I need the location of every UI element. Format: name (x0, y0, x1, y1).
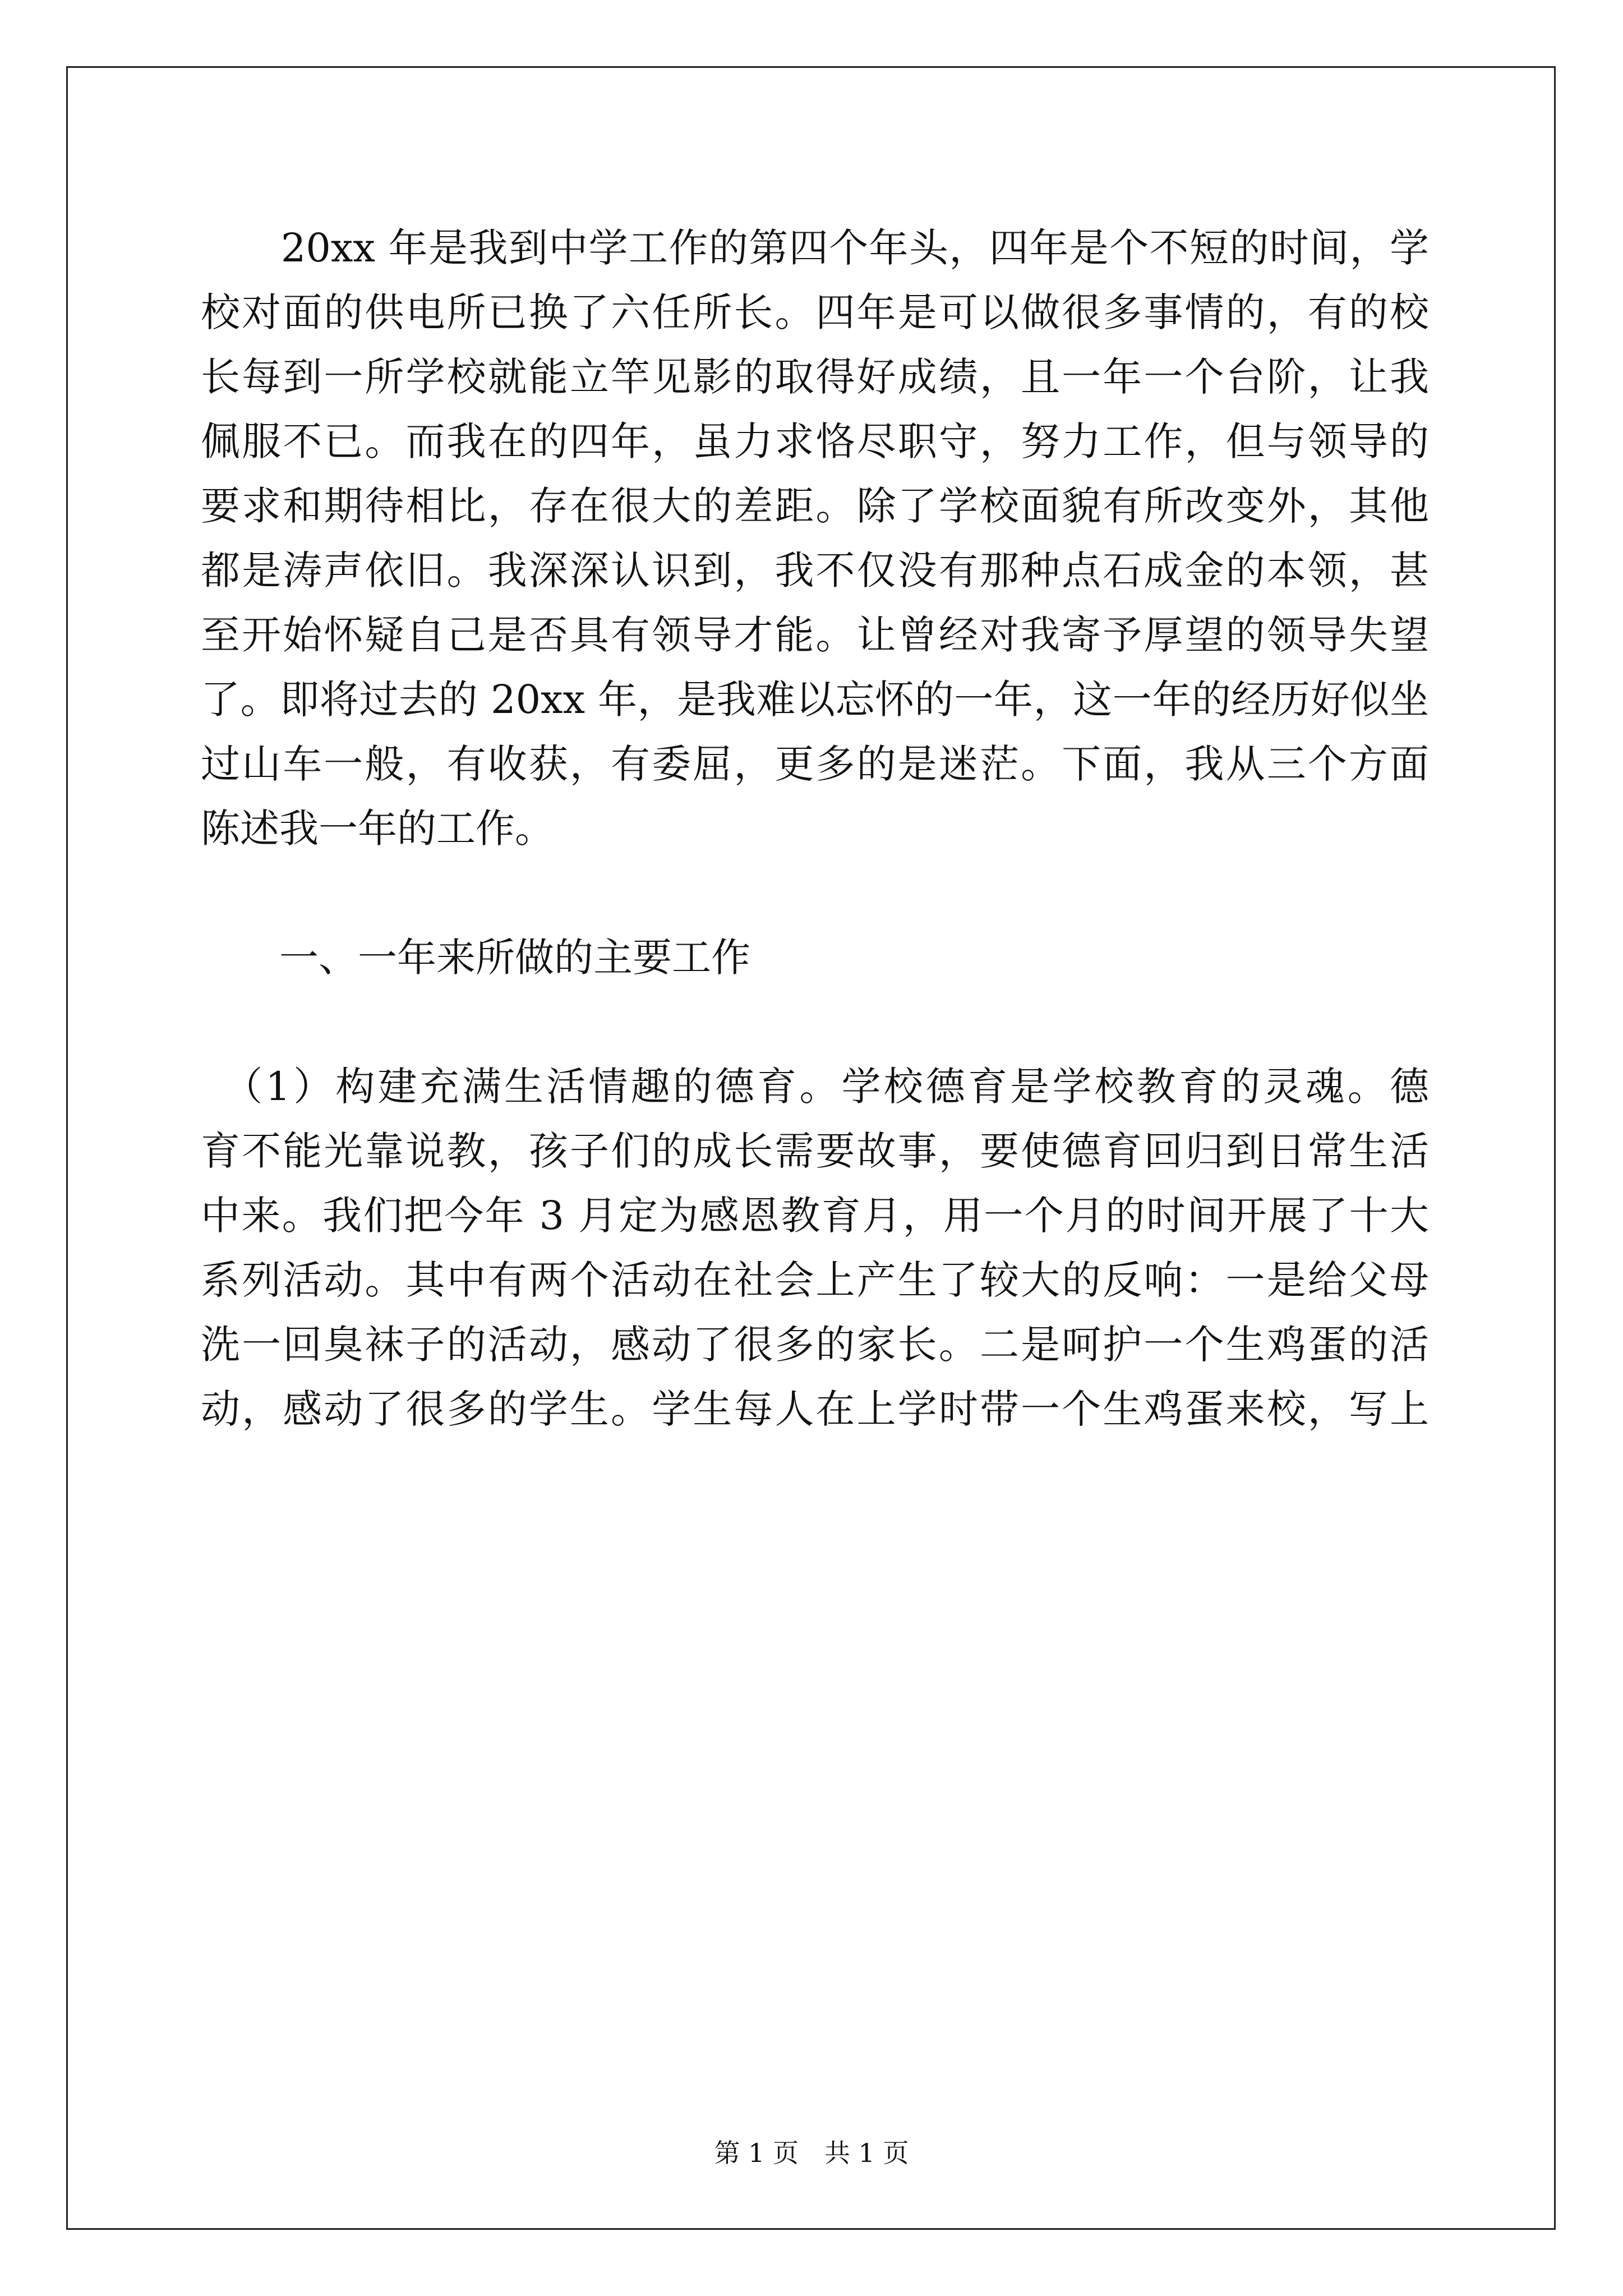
paragraph-1-line-4: 佩服不已。而我在的四年，虽力求恪尽职守，努力工作，但与领导的 (201, 418, 1429, 464)
paragraph-3-line-6: 动，感动了很多的学生。学生每人在上学时带一个生鸡蛋来校，写上 (201, 1386, 1429, 1432)
paragraph-1-line-2: 校对面的供电所已换了六任所长。四年是可以做很多事情的，有的校 (201, 289, 1429, 335)
section-heading: 一、一年来所做的主要工作 (201, 935, 750, 981)
paragraph-3-line-2: 育不能光靠说教，孩子们的成长需要故事，要使德育回归到日常生活 (201, 1128, 1429, 1174)
paragraph-3-line-5: 洗一回臭袜子的活动，感动了很多的家长。二是呵护一个生鸡蛋的活 (201, 1322, 1429, 1368)
paragraph-1-line-7: 至开始怀疑自己是否具有领导才能。让曾经对我寄予厚望的领导失望 (201, 612, 1429, 658)
page-number-footer: 第 1 页 共 1 页 (714, 2138, 909, 2168)
document-body (201, 216, 1429, 1442)
paragraph-3-line-1: （1）构建充满生活情趣的德育。学校德育是学校教育的灵魂。德 (201, 1064, 1429, 1110)
paragraph-1-line-8: 了。即将过去的 20xx 年，是我难以忘怀的一年，这一年的经历好似坐 (201, 677, 1429, 723)
paragraph-3-line-3: 中来。我们把今年 3 月定为感恩教育月，用一个月的时间开展了十大 (201, 1193, 1429, 1239)
paragraph-1-line-1: 20xx 年是我到中学工作的第四个年头，四年是个不短的时间，学 (201, 225, 1429, 271)
paragraph-1-line-6: 都是涛声依旧。我深深认识到，我不仅没有那种点石成金的本领，甚 (201, 547, 1429, 593)
paragraph-spacer (201, 861, 1429, 926)
paragraph-3-line-4: 系列活动。其中有两个活动在社会上产生了较大的反响：一是给父母 (201, 1257, 1429, 1303)
paragraph-1-line-5: 要求和期待相比，存在很大的差距。除了学校面貌有所改变外，其他 (201, 483, 1429, 529)
paragraph-1-line-10: 陈述我一年的工作。 (201, 806, 554, 852)
paragraph-spacer (201, 990, 1429, 1055)
paragraph-1-line-9: 过山车一般，有收获，有委屈，更多的是迷茫。下面，我从三个方面 (201, 741, 1429, 787)
paragraph-1-line-3: 长每到一所学校就能立竿见影的取得好成绩，且一年一个台阶，让我 (201, 354, 1429, 400)
